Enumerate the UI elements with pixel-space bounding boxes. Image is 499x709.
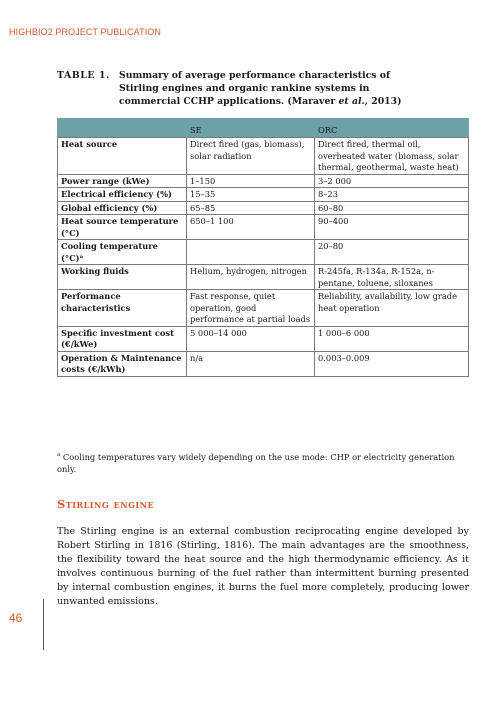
cell-orc: 8–23 <box>315 188 469 202</box>
table-caption-label: TABLE 1. <box>57 70 110 81</box>
cell-se: Fast response, quiet operation, good performance at partial loads <box>187 290 315 327</box>
row-label: Heat source temperature (°C) <box>58 215 187 240</box>
table-row <box>58 290 469 327</box>
table-footnote <box>57 449 467 475</box>
table-row <box>58 240 469 265</box>
cell-se: 65–85 <box>187 201 315 215</box>
table-row <box>58 174 469 188</box>
summary-table <box>57 118 469 377</box>
table-header-se: SE <box>187 118 315 138</box>
row-label: Operation & Maintenance costs (€/kWh) <box>58 351 187 376</box>
table-caption-text <box>119 69 417 108</box>
body-paragraph: The Stirling engine is an external combustion reciprocating engine developed by Robert Stirling in 1816 (Stirling, 1816). The main advantages are the smoothness, the flexibility toward the heat source and the high thermodynamic efficiency. As it involves continuous burning of the fuel rather than intermittent burning presented by internal combustion engines, it burns the fuel more completely, producing lower unwanted emissions. <box>57 526 469 607</box>
footnote-marker: a <box>57 452 61 458</box>
table-header-row <box>58 118 469 138</box>
table-caption-end: , 2013) <box>364 96 402 107</box>
cell-se: Direct fired (gas, biomass), solar radiation <box>187 138 315 175</box>
cell-orc: 3–2 000 <box>315 174 469 188</box>
publication-header: HIGHBIO2 PROJECT PUBLICATION <box>9 27 161 37</box>
cell-orc: 1 000–6 000 <box>315 326 469 351</box>
table-row <box>58 351 469 376</box>
table-row <box>58 215 469 240</box>
row-label: Heat source <box>58 138 187 175</box>
row-label: Global efficiency (%) <box>58 201 187 215</box>
table-header-orc: ORC <box>315 118 469 138</box>
cell-se <box>187 240 315 265</box>
margin-rule <box>43 599 44 650</box>
row-label: Power range (kWe) <box>58 174 187 188</box>
table-row <box>58 201 469 215</box>
table-row <box>58 138 469 175</box>
table-caption-italic: et al. <box>338 96 365 107</box>
row-label: Performance characteristics <box>58 290 187 327</box>
footnote-text: Cooling temperatures vary widely depending on the use mode: CHP or electricity generation only. <box>57 451 455 474</box>
table-caption-main: Summary of average performance characteristics of Stirling engines and organic rankine systems in commercial CCHP applications. (Maraver <box>119 70 390 107</box>
table-row <box>58 265 469 290</box>
cell-se: Helium, hydrogen, nitrogen <box>187 265 315 290</box>
table-row <box>58 326 469 351</box>
cell-orc: R-245fa, R-134a, R-152a, n-pentane, toluene, siloxanes <box>315 265 469 290</box>
table-caption <box>57 69 417 108</box>
cell-se: 15–35 <box>187 188 315 202</box>
cell-orc: 90–400 <box>315 215 469 240</box>
cell-orc: Reliability, availability, low grade heat operation <box>315 290 469 327</box>
row-label: Cooling temperature (°C)ᵃ <box>58 240 187 265</box>
row-label: Working fluids <box>58 265 187 290</box>
row-label: Specific investment cost (€/kWe) <box>58 326 187 351</box>
cell-orc: 60–80 <box>315 201 469 215</box>
cell-se: 650–1 100 <box>187 215 315 240</box>
table-row <box>58 188 469 202</box>
cell-orc: Direct fired, thermal oil, overheated water (biomass, solar thermal, geothermal, waste heat) <box>315 138 469 175</box>
cell-orc: 0.003–0.009 <box>315 351 469 376</box>
table-header-empty <box>58 118 187 138</box>
cell-se: n/a <box>187 351 315 376</box>
cell-se: 1–150 <box>187 174 315 188</box>
cell-se: 5 000–14 000 <box>187 326 315 351</box>
section-title: Stirling engine <box>57 497 155 511</box>
page-number: 46 <box>9 611 23 625</box>
cell-orc: 20–80 <box>315 240 469 265</box>
row-label: Electrical efficiency (%) <box>58 188 187 202</box>
